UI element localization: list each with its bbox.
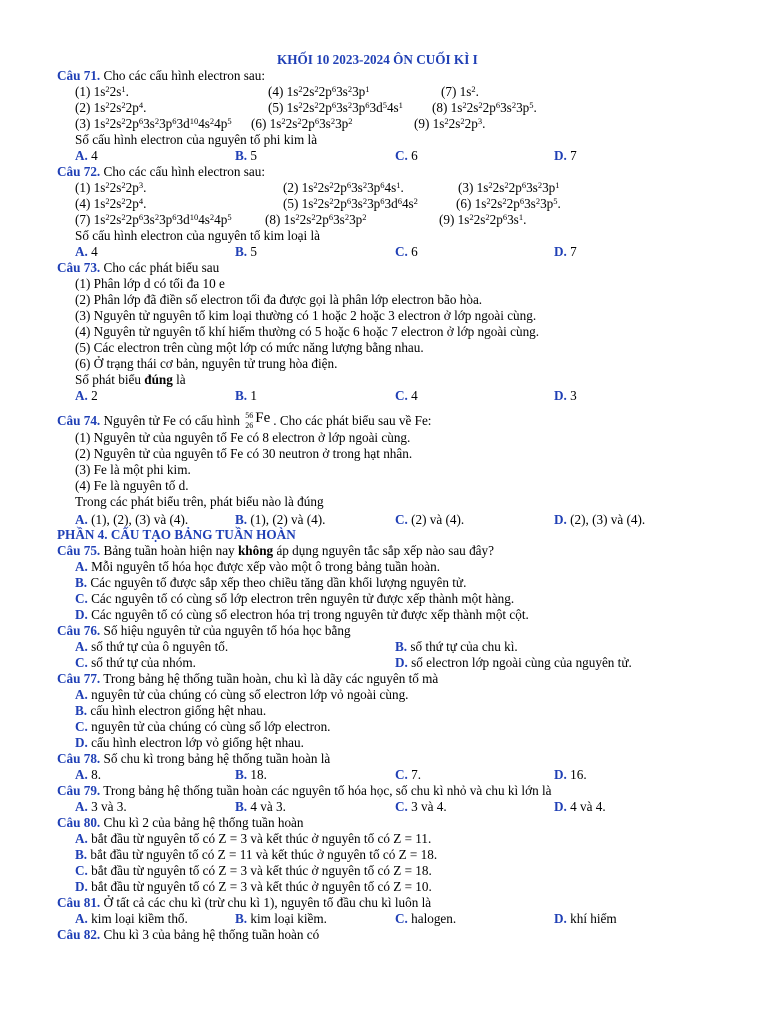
text-segment: C. 7.	[395, 767, 422, 782]
text-segment: C. 6	[395, 148, 418, 163]
text-line	[0, 148, 768, 164]
text-segment: (1) $1s^22s^1$.	[75, 84, 129, 99]
text-segment: B. số thứ tự của chu kì.	[395, 639, 518, 654]
text-segment: (8) $1s^22s^22p^63s^23p^2$	[265, 212, 367, 227]
text-segment: B. bắt đầu từ nguyên tố có Z = 11 và kết thúc ở nguyên tố có Z = 18.	[75, 847, 438, 862]
text-segment: Câu 80. Chu kì 2 của bảng hệ thống tuần hoàn	[57, 815, 304, 830]
text-line	[0, 815, 768, 831]
text-segment: C. Các nguyên tố có cùng số lớp electron trên nguyên tử được xếp thành một hàng.	[75, 591, 515, 606]
text-segment: A. kim loại kiềm thổ.	[75, 911, 188, 926]
text-segment: A. 8.	[75, 767, 102, 782]
text-line	[0, 623, 768, 639]
text-segment: C. số thứ tự của nhóm.	[75, 655, 196, 670]
text-segment: A. 4	[75, 244, 98, 259]
text-line	[0, 340, 768, 356]
text-segment: Câu 71. Cho các cấu hình electron sau:	[57, 68, 266, 83]
text-segment: (6) $1s^22s^22p^63s^23p^5$.	[456, 196, 561, 211]
text-segment: B. cấu hình electron giống hệt nhau.	[75, 703, 267, 718]
text-segment: D. 4 và 4.	[554, 799, 606, 814]
text-segment: A. 2	[75, 388, 98, 403]
text-segment: C. halogen.	[395, 911, 457, 926]
text-line	[0, 735, 768, 751]
text-line	[0, 847, 768, 863]
text-segment: C. 3 và 4.	[395, 799, 447, 814]
text-segment: B. 5	[235, 244, 257, 259]
text-segment: Câu 79. Trong bảng hệ thống tuần hoàn các nguyên tố hóa học, số chu kì nhỏ và chu kì lớn là	[57, 783, 552, 798]
text-segment: (4) $1s^22s^22p^63s^23p^1$	[268, 84, 370, 99]
text-segment: B. 18.	[235, 767, 267, 782]
text-line	[0, 879, 768, 895]
text-line	[0, 116, 768, 132]
text-line	[0, 462, 768, 478]
text-line	[0, 410, 768, 430]
text-segment: (3) $1s^22s^22p^63s^23p^1$	[458, 180, 560, 195]
text-segment: Câu 76. Số hiệu nguyên tử của nguyên tố hóa học bằng	[57, 623, 351, 638]
text-line	[0, 719, 768, 735]
text-line	[0, 292, 768, 308]
text-segment: (3) $1s^22s^22p^63s^23p^63d^{10}4s^24p^5$	[75, 116, 232, 131]
text-segment: D. số electron lớp ngoài cùng của nguyên tử.	[395, 655, 632, 670]
text-segment: Câu 81. Ở tất cả các chu kì (trừ chu kì 1), nguyên tố đầu chu kì luôn là	[57, 895, 432, 910]
text-line	[0, 180, 768, 196]
text-line	[0, 52, 768, 68]
text-line	[0, 655, 768, 671]
text-line	[0, 639, 768, 655]
text-segment: (1) Nguyên tử của nguyên tố Fe có 8 electron ở lớp ngoài cùng.	[75, 430, 411, 445]
text-line	[0, 895, 768, 911]
text-segment: D. 7	[554, 244, 577, 259]
text-segment: (3) Fe là một phi kim.	[75, 462, 191, 477]
text-segment: Câu 72. Cho các cấu hình electron sau:	[57, 164, 266, 179]
text-segment: A. nguyên tử của chúng có cùng số electron lớp vỏ ngoài cùng.	[75, 687, 409, 702]
text-segment: (5) Các electron trên cùng một lớp có mức năng lượng bằng nhau.	[75, 340, 424, 355]
text-segment: D. 7	[554, 148, 577, 163]
text-segment: (4) Nguyên tử nguyên tố khí hiếm thường có 5 hoặc 6 hoặc 7 electron ở lớp ngoài cùng.	[75, 324, 540, 339]
text-segment: D. 3	[554, 388, 577, 403]
text-line	[0, 799, 768, 815]
text-segment: Câu 82. Chu kì 3 của bảng hệ thống tuần hoàn có	[57, 927, 320, 942]
text-segment: Số cấu hình electron của nguyên tố kim loại là	[75, 228, 320, 243]
text-segment: D. cấu hình electron lớp vỏ giống hệt nhau.	[75, 735, 304, 750]
text-line	[0, 863, 768, 879]
text-line	[0, 372, 768, 388]
text-segment: D. bắt đầu từ nguyên tố có Z = 3 và kết thúc ở nguyên tố có Z = 10.	[75, 879, 432, 894]
text-segment: (2) $1s^22s^22p^63s^23p^64s^1$.	[283, 180, 404, 195]
text-line	[0, 276, 768, 292]
text-line	[0, 494, 768, 510]
text-segment: A. 4	[75, 148, 98, 163]
text-line	[0, 767, 768, 783]
text-segment: (4) $1s^22s^22p^4$.	[75, 196, 147, 211]
text-line	[0, 831, 768, 847]
text-line	[0, 591, 768, 607]
text-line	[0, 324, 768, 340]
text-line	[0, 559, 768, 575]
text-segment: A. bắt đầu từ nguyên tố có Z = 3 và kết thúc ở nguyên tố có Z = 11.	[75, 831, 432, 846]
text-segment: (6) $1s^22s^22p^63s^23p^2$	[251, 116, 353, 131]
text-line	[0, 751, 768, 767]
text-segment: (4) Fe là nguyên tố d.	[75, 478, 189, 493]
text-line	[0, 244, 768, 260]
text-line	[0, 927, 768, 943]
text-segment: D. (2), (3) và (4).	[554, 512, 646, 527]
text-segment: Câu 78. Số chu kì trong bảng hệ thống tuần hoàn là	[57, 751, 331, 766]
text-line	[0, 100, 768, 116]
text-segment: B. kim loại kiềm.	[235, 911, 327, 926]
text-segment: (9) $1s^22s^22p^63s^1$.	[439, 212, 527, 227]
text-segment: C. (2) và (4).	[395, 512, 465, 527]
text-segment: C. nguyên tử của chúng có cùng số lớp electron.	[75, 719, 331, 734]
text-line	[0, 212, 768, 228]
text-segment: (3) Nguyên tử nguyên tố kim loại thường có 1 hoặc 2 hoặc 3 electron ở lớp ngoài cùng.	[75, 308, 537, 323]
text-segment: (9) $1s^22s^22p^3$.	[414, 116, 486, 131]
text-line	[0, 164, 768, 180]
text-segment: C. 4	[395, 388, 418, 403]
text-line	[0, 671, 768, 687]
text-segment: KHỐI 10 2023-2024 ÔN CUỐI KÌ I	[277, 52, 478, 67]
text-line	[0, 196, 768, 212]
text-line	[0, 356, 768, 372]
text-segment: (5) $1s^22s^22p^63s^23p^63d^64s^2$	[283, 196, 418, 211]
text-segment: Số cấu hình electron của nguyên tố phi kim là	[75, 132, 318, 147]
text-segment: (2) Nguyên tử của nguyên tố Fe có 30 neutron ở trong hạt nhân.	[75, 446, 413, 461]
text-segment: (7) $1s^22s^22p^63s^23p^63d^{10}4s^24p^5$	[75, 212, 232, 227]
text-segment: Câu 77. Trong bảng hệ thống tuần hoàn, chu kì là dãy các nguyên tố mà	[57, 671, 439, 686]
text-line	[0, 84, 768, 100]
text-segment: (7) $1s^2$.	[441, 84, 479, 99]
text-line	[0, 783, 768, 799]
text-segment: Trong các phát biểu trên, phát biểu nào là đúng	[75, 494, 324, 509]
text-line	[0, 911, 768, 927]
text-segment: PHẦN 4. CẤU TẠO BẢNG TUẦN HOÀN	[57, 527, 296, 542]
text-segment: Câu 75. Bảng tuần hoàn hiện nay không áp dụng nguyên tắc sắp xếp nào sau đây?	[57, 543, 494, 558]
text-segment: (8) $1s^22s^22p^63s^23p^5$.	[432, 100, 537, 115]
text-segment: (2) Phân lớp đã điền số electron tối đa được gọi là phân lớp electron bão hòa.	[75, 292, 483, 307]
text-segment: B. 5	[235, 148, 257, 163]
text-segment: B. Các nguyên tố được sắp xếp theo chiều tăng dần khối lượng nguyên tử.	[75, 575, 467, 590]
text-line	[0, 478, 768, 494]
text-line	[0, 388, 768, 404]
text-line	[0, 687, 768, 703]
text-segment: Số phát biểu đúng là	[75, 372, 186, 387]
text-line	[0, 430, 768, 446]
text-segment: A. (1), (2), (3) và (4).	[75, 512, 189, 527]
text-line	[0, 512, 768, 528]
text-segment: C. 6	[395, 244, 418, 259]
text-segment: (6) Ở trạng thái cơ bản, nguyên tử trung hòa điện.	[75, 356, 338, 371]
text-line	[0, 308, 768, 324]
text-segment: B. 1	[235, 388, 257, 403]
text-line	[0, 260, 768, 276]
text-line	[0, 527, 768, 543]
text-line	[0, 607, 768, 623]
text-segment: B. (1), (2) và (4).	[235, 512, 326, 527]
text-line	[0, 68, 768, 84]
text-segment: C. bắt đầu từ nguyên tố có Z = 3 và kết thúc ở nguyên tố có Z = 18.	[75, 863, 432, 878]
text-segment: B. 4 và 3.	[235, 799, 286, 814]
text-segment: (2) $1s^22s^22p^4$.	[75, 100, 147, 115]
text-segment: Câu 74. Nguyên tử Fe có cấu hình 56 26 Fe . Cho các phát biểu sau về Fe:	[57, 410, 432, 430]
text-segment: Câu 73. Cho các phát biểu sau	[57, 260, 220, 275]
text-segment: D. khí hiếm	[554, 911, 617, 926]
text-segment: A. số thứ tự của ô nguyên tố.	[75, 639, 229, 654]
text-line	[0, 575, 768, 591]
text-segment: A. Mỗi nguyên tố hóa học được xếp vào một ô trong bảng tuần hoàn.	[75, 559, 440, 574]
text-segment: A. 3 và 3.	[75, 799, 127, 814]
text-line	[0, 228, 768, 244]
text-segment: (1) Phân lớp d có tối đa 10 e	[75, 276, 225, 291]
text-segment: D. 16.	[554, 767, 587, 782]
text-line	[0, 543, 768, 559]
text-segment: D. Các nguyên tố có cùng số electron hóa trị trong nguyên tử được xếp thành một cột.	[75, 607, 529, 622]
text-line	[0, 446, 768, 462]
text-segment: (1) $1s^22s^22p^3$.	[75, 180, 147, 195]
text-segment: (5) $1s^22s^22p^63s^23p^63d^54s^1$	[268, 100, 403, 115]
text-line	[0, 132, 768, 148]
text-line	[0, 703, 768, 719]
